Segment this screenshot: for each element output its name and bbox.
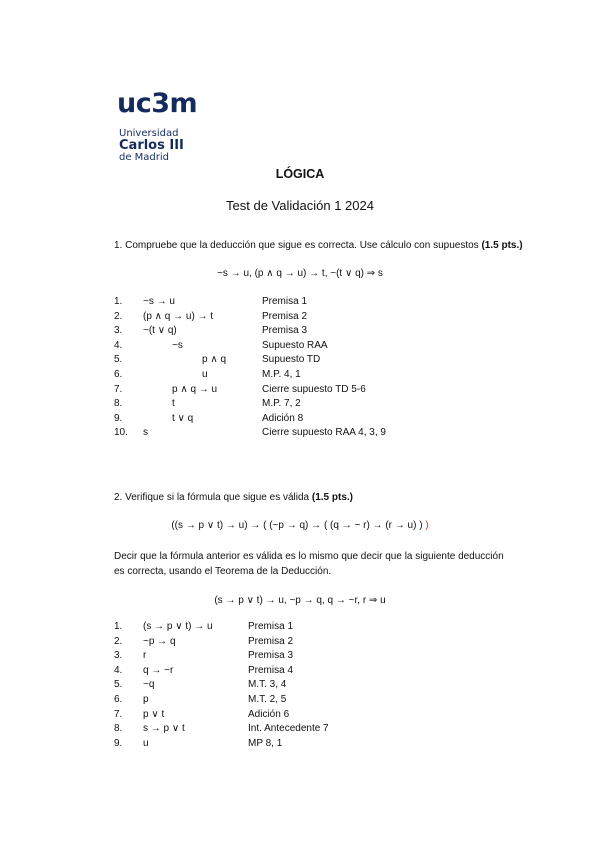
question-1-row	[0, 354, 600, 369]
question-2-row	[0, 679, 600, 694]
question-2-row	[0, 709, 600, 724]
justification-cell: MP 8, 1	[248, 737, 283, 749]
question-1-points: (1.5 pts.)	[481, 240, 523, 251]
line-number: 6.	[114, 369, 123, 380]
formula-cell: t	[172, 398, 175, 410]
justification-cell: Premisa 1	[248, 621, 294, 632]
justification-cell: M.P. 7, 2	[262, 398, 301, 410]
formula-cell: t ∨ q	[172, 412, 194, 424]
justification-cell: M.P. 4, 1	[262, 369, 301, 380]
line-number: 1.	[114, 296, 123, 307]
line-number: 7.	[114, 708, 123, 720]
formula-cell: p ∧ q	[202, 354, 226, 366]
logo-line-madrid: de Madrid	[119, 152, 170, 163]
question-1-row	[0, 384, 600, 399]
line-number: 9.	[114, 737, 123, 749]
question-1-row	[0, 398, 600, 413]
justification-cell: Supuesto RAA	[262, 339, 328, 351]
question-2-row	[0, 738, 600, 753]
question-2-formula	[0, 520, 600, 531]
question-2	[114, 492, 353, 503]
line-number: 3.	[114, 325, 123, 337]
justification-cell: M.T. 3, 4	[248, 679, 287, 691]
formula-cell: ~q	[143, 679, 155, 691]
justification-cell: Premisa 4	[248, 664, 294, 676]
question-2-deduction: (s → p ∨ t) → u, ~p → q, q → ~r, r ⇒ u	[214, 595, 386, 606]
formula-cell: ~s	[172, 339, 183, 351]
justification-cell: Cierre supuesto TD 5-6	[262, 383, 366, 395]
question-2-row	[0, 636, 600, 651]
justification-cell: Premisa 3	[248, 650, 294, 662]
formula-cell: p ∧ q → u	[172, 383, 218, 395]
line-number: 4.	[114, 664, 123, 676]
line-number: 6.	[114, 694, 123, 705]
question-2-row	[0, 723, 600, 738]
question-2-row	[0, 694, 600, 709]
line-number: 4.	[114, 339, 123, 351]
logo-line-universidad: Universidad	[119, 128, 179, 139]
question-1-row	[0, 427, 600, 442]
line-number: 2.	[114, 310, 123, 322]
question-1-row	[0, 311, 600, 326]
formula-cell: p	[143, 694, 149, 705]
line-number: 10.	[114, 427, 128, 439]
justification-cell: Cierre supuesto RAA 4, 3, 9	[262, 427, 386, 439]
question-2-row	[0, 650, 600, 665]
page-subtitle: Test de Validación 1 2024	[226, 198, 374, 213]
line-number: 3.	[114, 650, 123, 662]
justification-cell: Adición 6	[248, 708, 290, 720]
justification-cell: Premisa 3	[262, 325, 308, 337]
formula-cell: (p ∧ q → u) → t	[143, 310, 214, 322]
logo-line-carlos: Carlos III	[119, 138, 184, 153]
question-1-formula: ~s → u, (p ∧ q → u) → t, ~(t ∨ q) ⇒ s	[217, 268, 383, 279]
page-title: LÓGICA	[275, 167, 325, 181]
formula-cell: s	[143, 427, 148, 439]
question-2-row	[0, 665, 600, 680]
formula-cell: ~s → u	[143, 296, 175, 307]
formula-cell: r	[143, 650, 147, 662]
formula-cell: u	[202, 369, 208, 380]
question-2-paragraph: Decir que la fórmula anterior es válida es lo mismo que decir que la siguiente deducción es correcta, usando el Teorema de la Deducción.	[114, 551, 504, 577]
question-2-row	[0, 621, 600, 636]
question-1	[114, 240, 523, 251]
question-2-text: 2. Verifique si la fórmula que sigue es válida	[114, 492, 312, 503]
formula-cell: q → ~r	[143, 664, 174, 676]
line-number: 5.	[114, 354, 123, 366]
logo-brand: uc3m	[117, 88, 198, 119]
justification-cell: Premisa 2	[262, 310, 308, 322]
question-1-text: 1. Compruebe que la deducción que sigue es correcta. Use cálculo con supuestos	[114, 240, 482, 251]
formula-cell: p ∨ t	[143, 708, 165, 720]
formula-cell: s → p ∨ t	[143, 723, 185, 735]
question-2-points: (1.5 pts.)	[311, 492, 354, 503]
justification-cell: Int. Antecedente 7	[248, 723, 329, 735]
line-number: 2.	[114, 635, 123, 647]
justification-cell: Premisa 2	[248, 635, 294, 647]
justification-cell: Premisa 1	[262, 296, 308, 307]
line-number: 9.	[114, 412, 123, 424]
question-1-row	[0, 325, 600, 340]
question-1-row	[0, 296, 600, 311]
question-2-formula-tail: )	[422, 520, 429, 531]
question-1-row	[0, 413, 600, 428]
question-1-row	[0, 340, 600, 355]
justification-cell: Adición 8	[262, 412, 304, 424]
question-1-row	[0, 369, 600, 384]
line-number: 8.	[114, 398, 123, 410]
line-number: 7.	[114, 383, 123, 395]
justification-cell: M.T. 2, 5	[248, 694, 287, 705]
formula-cell: (s → p ∨ t) → u	[143, 621, 213, 632]
formula-cell: ~p → q	[143, 635, 176, 647]
justification-cell: Supuesto TD	[262, 354, 321, 366]
formula-cell: ~(t ∨ q)	[143, 325, 177, 337]
question-2-formula-main: ((s → p ∨ t) → u) → ( (~p → q) → ( (q → ~ r) → (r → u) )	[171, 520, 423, 531]
line-number: 8.	[114, 723, 123, 735]
line-number: 1.	[114, 621, 123, 632]
line-number: 5.	[114, 679, 123, 691]
formula-cell: u	[143, 737, 149, 749]
